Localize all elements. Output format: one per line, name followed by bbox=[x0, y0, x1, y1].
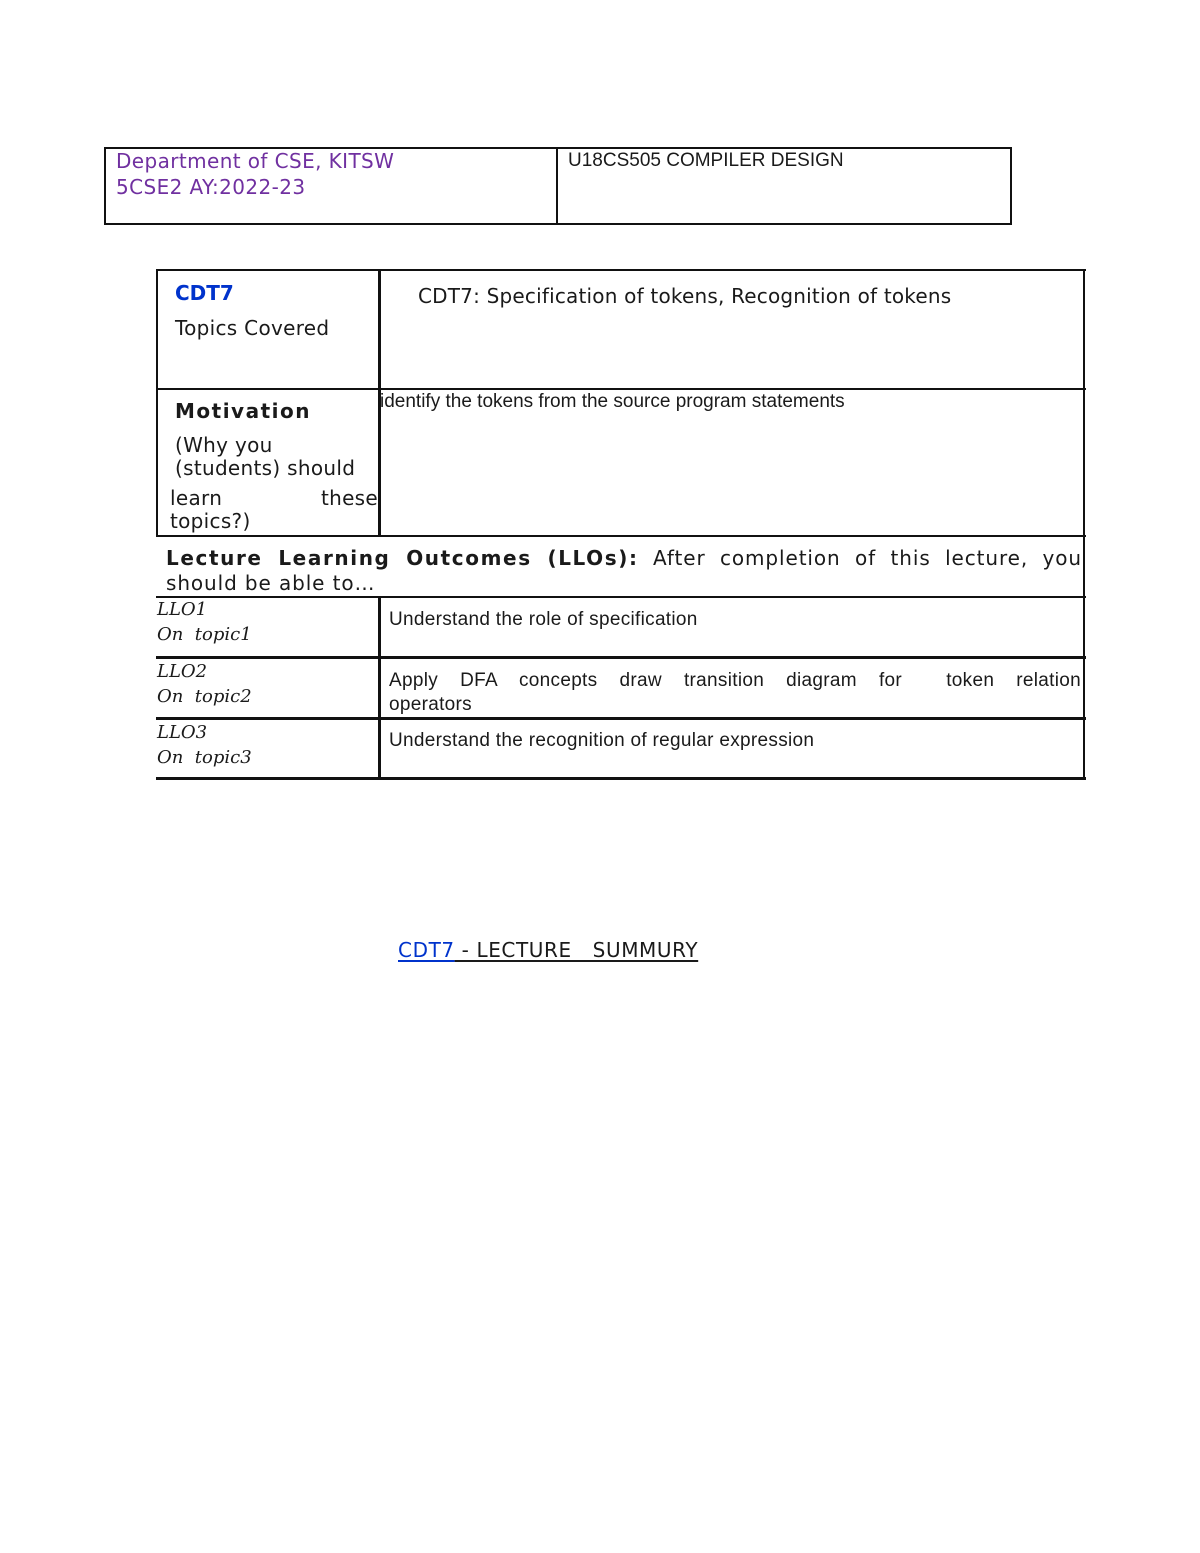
llo-topic: On topic2 bbox=[157, 686, 252, 707]
motivation-question bbox=[175, 434, 355, 480]
llo-id: LLO3 bbox=[157, 722, 208, 743]
table-row-divider-1 bbox=[156, 388, 1086, 390]
llo-topic: On topic1 bbox=[157, 624, 252, 645]
table-border-left bbox=[156, 269, 158, 537]
motivation-question-line2: (students) should bbox=[175, 456, 356, 480]
lecture-summary-heading bbox=[398, 938, 698, 962]
motivation-question-line3 bbox=[170, 487, 378, 510]
summary-title-text: - LECTURE SUMMURY bbox=[454, 938, 699, 962]
header-left-cell bbox=[116, 148, 394, 200]
table-row-divider-2 bbox=[156, 535, 1086, 537]
table-border-top bbox=[156, 269, 1086, 271]
table-border-bottom bbox=[156, 777, 1086, 780]
table-row-divider-3 bbox=[156, 596, 1086, 598]
table-row-divider-5 bbox=[156, 717, 1086, 720]
topics-covered-text: CDT7: Specification of tokens, Recognition of tokens bbox=[418, 284, 952, 308]
llo-description-line: Understand the recognition of regular expression bbox=[389, 730, 815, 751]
llo-description-line: operators bbox=[389, 694, 472, 715]
summary-code-link[interactable]: CDT7 bbox=[398, 938, 455, 962]
table-column-divider-llo bbox=[378, 596, 381, 780]
header-divider bbox=[556, 147, 558, 225]
llo-row-1 bbox=[157, 597, 252, 647]
department-name: Department of CSE, KITSW bbox=[116, 149, 395, 173]
llo-description-3 bbox=[389, 729, 814, 753]
topic-code: CDT7 bbox=[175, 281, 234, 305]
llo-header-line2: should be able to… bbox=[166, 571, 376, 595]
motivation-text: identify the tokens from the source program statements bbox=[380, 391, 845, 412]
llo-description-2 bbox=[389, 669, 1081, 717]
topics-covered-label: Topics Covered bbox=[175, 316, 330, 340]
llo-topic: On topic3 bbox=[157, 747, 252, 768]
llo-id: LLO1 bbox=[157, 599, 208, 620]
llo-id: LLO2 bbox=[157, 661, 208, 682]
motivation-word-learn: learn bbox=[170, 486, 223, 510]
llo-header bbox=[166, 546, 1082, 571]
course-title: U18CS505 COMPILER DESIGN bbox=[568, 150, 844, 171]
llo-row-2 bbox=[157, 659, 252, 709]
llo-description-line: Understand the role of specification bbox=[389, 609, 698, 630]
llo-header-intro: After completion of this lecture, you bbox=[638, 546, 1082, 570]
table-row-divider-4 bbox=[156, 656, 1086, 659]
section-year: 5CSE2 AY:2022-23 bbox=[116, 175, 306, 199]
llo-description-1 bbox=[389, 608, 698, 632]
llo-description-line: Apply DFA concepts draw transition diagram for token relation bbox=[389, 670, 1081, 691]
motivation-label: Motivation bbox=[175, 399, 311, 423]
motivation-question-line4: topics?) bbox=[170, 509, 251, 533]
llo-row-3 bbox=[157, 720, 252, 770]
motivation-question-line1: (Why you bbox=[175, 433, 273, 457]
llo-header-title: Lecture Learning Outcomes (LLOs): bbox=[166, 546, 639, 570]
motivation-word-these: these bbox=[320, 486, 378, 510]
table-border-right bbox=[1083, 269, 1085, 780]
